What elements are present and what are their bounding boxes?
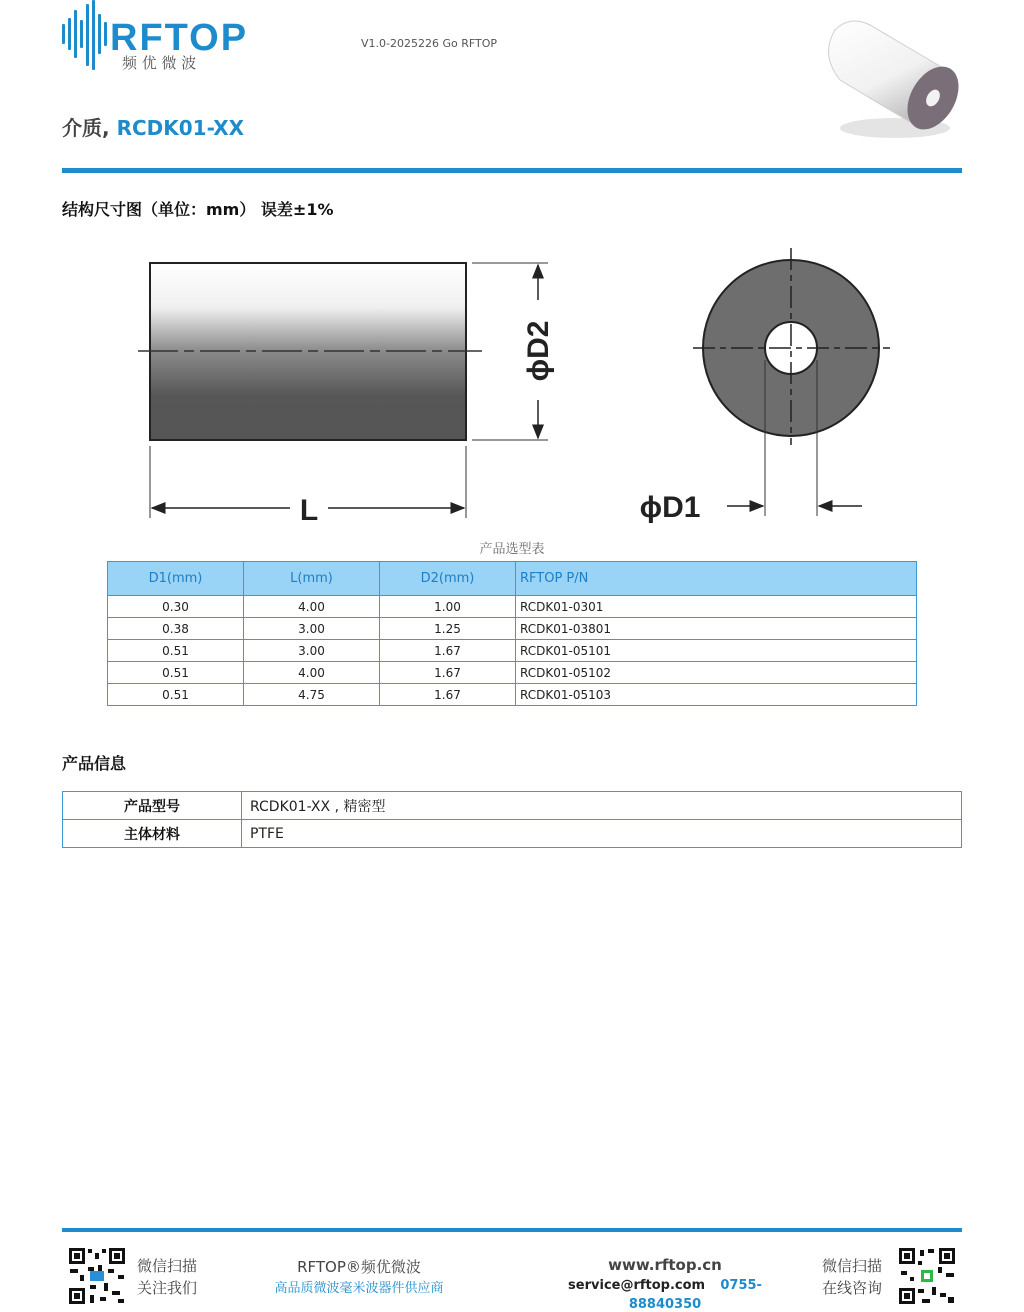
table-row (108, 662, 917, 684)
footer-slogan: 高品质微波毫米波器件供应商 (274, 1281, 444, 1296)
column-header: L(mm) (244, 562, 380, 596)
table-cell: 1.67 (380, 662, 516, 684)
table-cell: 0.51 (108, 662, 244, 684)
footer-website-link[interactable]: www.rftop.cn (608, 1256, 722, 1274)
table-cell: 1.00 (380, 596, 516, 618)
inner-diameter-label: ϕD1 (639, 491, 701, 524)
version-label: V1.0-2025226 Go RFTOP (361, 37, 498, 50)
product-info-table (62, 791, 962, 848)
selection-table (107, 561, 917, 706)
table-row (108, 684, 917, 706)
footer-wechat-follow (137, 1255, 197, 1299)
footer-wechat-consult (822, 1255, 882, 1299)
table-cell: 4.00 (244, 596, 380, 618)
footer-wechat-follow-line2: 关注我们 (137, 1279, 198, 1297)
table-header-row (108, 562, 917, 596)
table-row (63, 792, 962, 820)
table-cell: 1.25 (380, 618, 516, 640)
table-cell: RCDK01-05103 (516, 684, 917, 706)
table-cell: RCDK01-0301 (516, 596, 917, 618)
footer-divider (62, 1228, 962, 1232)
table-row (108, 596, 917, 618)
table-row (108, 618, 917, 640)
rftop-logo (60, 0, 270, 75)
table-row (63, 820, 962, 848)
svg-text:频 优 微 波: 频 优 微 波 (122, 54, 197, 72)
info-value: PTFE (242, 820, 962, 848)
table-row (108, 640, 917, 662)
table-cell: 0.30 (108, 596, 244, 618)
qr-code-wechat-consult (898, 1247, 956, 1305)
outer-diameter-label: ϕD2 (522, 320, 555, 382)
title-model: RCDK01-XX (116, 116, 245, 140)
table-cell: RCDK01-05101 (516, 640, 917, 662)
footer-phone: 0755-88840350 (628, 1278, 762, 1312)
info-section-title: 产品信息 (62, 754, 127, 773)
table-cell: RCDK01-05102 (516, 662, 917, 684)
dimension-drawing (110, 240, 910, 530)
info-value: RCDK01-XX , 精密型 (242, 792, 962, 820)
table-cell: 0.51 (108, 640, 244, 662)
footer-brand: RFTOP®频优微波 (297, 1258, 421, 1276)
product-3d-image (815, 10, 965, 145)
table-cell: 3.00 (244, 640, 380, 662)
table-cell: 0.51 (108, 684, 244, 706)
footer-wechat-consult-line1: 微信扫描 (822, 1257, 883, 1275)
table-cell: 1.67 (380, 640, 516, 662)
footer-wechat-follow-line1: 微信扫描 (137, 1257, 198, 1275)
table-cell: 4.75 (244, 684, 380, 706)
footer-contact (540, 1256, 790, 1312)
table-cell: 3.00 (244, 618, 380, 640)
title-prefix: 介质, (62, 116, 117, 140)
length-label: L (299, 494, 319, 527)
dimension-section-title: 结构尺寸图（单位：mm） 误差±1% (62, 200, 334, 219)
column-header: D1(mm) (108, 562, 244, 596)
table-cell: 1.67 (380, 684, 516, 706)
info-label: 主体材料 (63, 820, 242, 848)
footer-company (268, 1256, 450, 1296)
table-cell: RCDK01-03801 (516, 618, 917, 640)
footer-wechat-consult-line2: 在线咨询 (822, 1279, 883, 1297)
page-title (62, 112, 244, 141)
column-header: D2(mm) (380, 562, 516, 596)
header-divider (62, 168, 962, 173)
table-cell: 4.00 (244, 662, 380, 684)
svg-text:RFTOP: RFTOP (110, 17, 249, 59)
footer-email-link[interactable]: service@rftop.com (568, 1278, 706, 1293)
qr-code-wechat-follow (68, 1247, 126, 1305)
info-label: 产品型号 (63, 792, 242, 820)
column-header: RFTOP P/N (516, 562, 917, 596)
table-cell: 0.38 (108, 618, 244, 640)
selection-table-caption: 产品选型表 (479, 542, 545, 557)
